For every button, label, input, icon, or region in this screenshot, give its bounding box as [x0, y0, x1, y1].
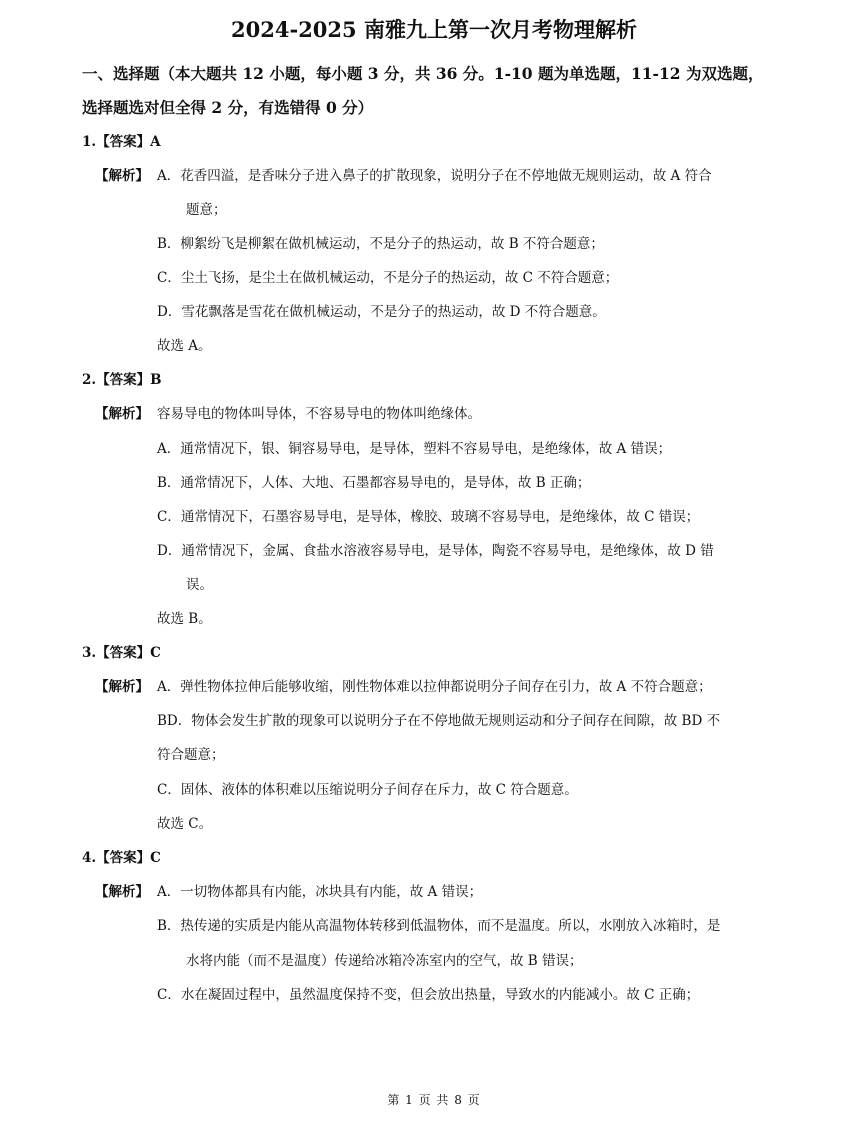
q1-option-a-line1: A．花香四溢，是香味分子进入鼻子的扩散现象，说明分子在不停地做无规则运动，故 A 符合 [157, 168, 712, 184]
q4-option-c: C．水在凝固过程中，虽然温度保持不变，但会放出热量，导致水的内能减小。故 C 正确； [157, 987, 700, 1003]
q1-conclusion: 故选 A。 [157, 338, 212, 354]
q2-option-d-line2: 误。 [186, 577, 213, 593]
document-title: 2024-2025 南雅九上第一次月考物理解析 [231, 17, 637, 42]
q2-answer-header: 2.【答案】B [82, 372, 162, 388]
q2-option-b: B．通常情况下，人体、大地、石墨都容易导电的，是导体，故 B 正确； [157, 475, 591, 491]
q1-option-c: C．尘土飞扬，是尘土在做机械运动，不是分子的热运动，故 C 不符合题意； [157, 270, 619, 286]
q2-analysis-label: 【解析】 [95, 406, 149, 422]
q1-option-d: D．雪花飘落是雪花在做机械运动，不是分子的热运动，故 D 不符合题意。 [157, 304, 606, 320]
q3-option-c: C．固体、液体的体积难以压缩说明分子间存在斥力，故 C 符合题意。 [157, 782, 578, 798]
q4-analysis-label: 【解析】 [95, 884, 149, 900]
q4-option-b-line2: 水将内能（而不是温度）传递给冰箱冷冻室内的空气，故 B 错误； [186, 953, 583, 969]
q3-analysis-label: 【解析】 [95, 679, 149, 695]
q4-option-a: A．一切物体都具有内能，冰块具有内能，故 A 错误； [157, 884, 483, 900]
q3-option-bd-line2: 符合题意； [157, 747, 225, 763]
page-footer: 第 1 页 共 8 页 [387, 1093, 481, 1107]
q3-conclusion: 故选 C。 [157, 816, 213, 832]
q2-option-d-line1: D．通常情况下，金属、食盐水溶液容易导电，是导体，陶瓷不容易导电，是绝缘体，故 D 错 [157, 543, 714, 559]
q2-intro: 容易导电的物体叫导体，不容易导电的物体叫绝缘体。 [157, 406, 481, 422]
q1-answer-header: 1.【答案】A [82, 134, 161, 150]
q2-conclusion: 故选 B。 [157, 611, 212, 627]
q3-option-a: A．弹性物体拉伸后能够收缩，刚性物体难以拉伸都说明分子间存在引力，故 A 不符合题意； [157, 679, 712, 695]
q1-analysis-label: 【解析】 [95, 168, 149, 184]
section-heading-line2: 选择题选对但全得 2 分，有选错得 0 分） [82, 98, 374, 117]
q2-option-c: C．通常情况下，石墨容易导电，是导体，橡胶、玻璃不容易导电，是绝缘体，故 C 错误； [157, 509, 700, 525]
q4-answer-header: 4.【答案】C [82, 850, 161, 866]
q2-option-a: A．通常情况下，银、铜容易导电，是导体，塑料不容易导电，是绝缘体，故 A 错误； [157, 441, 672, 457]
q4-option-b-line1: B．热传递的实质是内能从高温物体转移到低温物体，而不是温度。所以，水刚放入冰箱时，是 [157, 918, 721, 934]
q3-answer-header: 3.【答案】C [82, 645, 161, 661]
q3-option-bd-line1: BD．物体会发生扩散的现象可以说明分子在不停地做无规则运动和分子间存在间隙，故 BD 不 [157, 713, 721, 729]
q1-option-a-line2: 题意； [186, 202, 227, 218]
q1-option-b: B．柳絮纷飞是柳絮在做机械运动，不是分子的热运动，故 B 不符合题意； [157, 236, 604, 252]
section-heading-line1: 一、选择题（本大题共 12 小题，每小题 3 分，共 36 分。1-10 题为单选题，11-12 为双选题， [82, 64, 764, 83]
